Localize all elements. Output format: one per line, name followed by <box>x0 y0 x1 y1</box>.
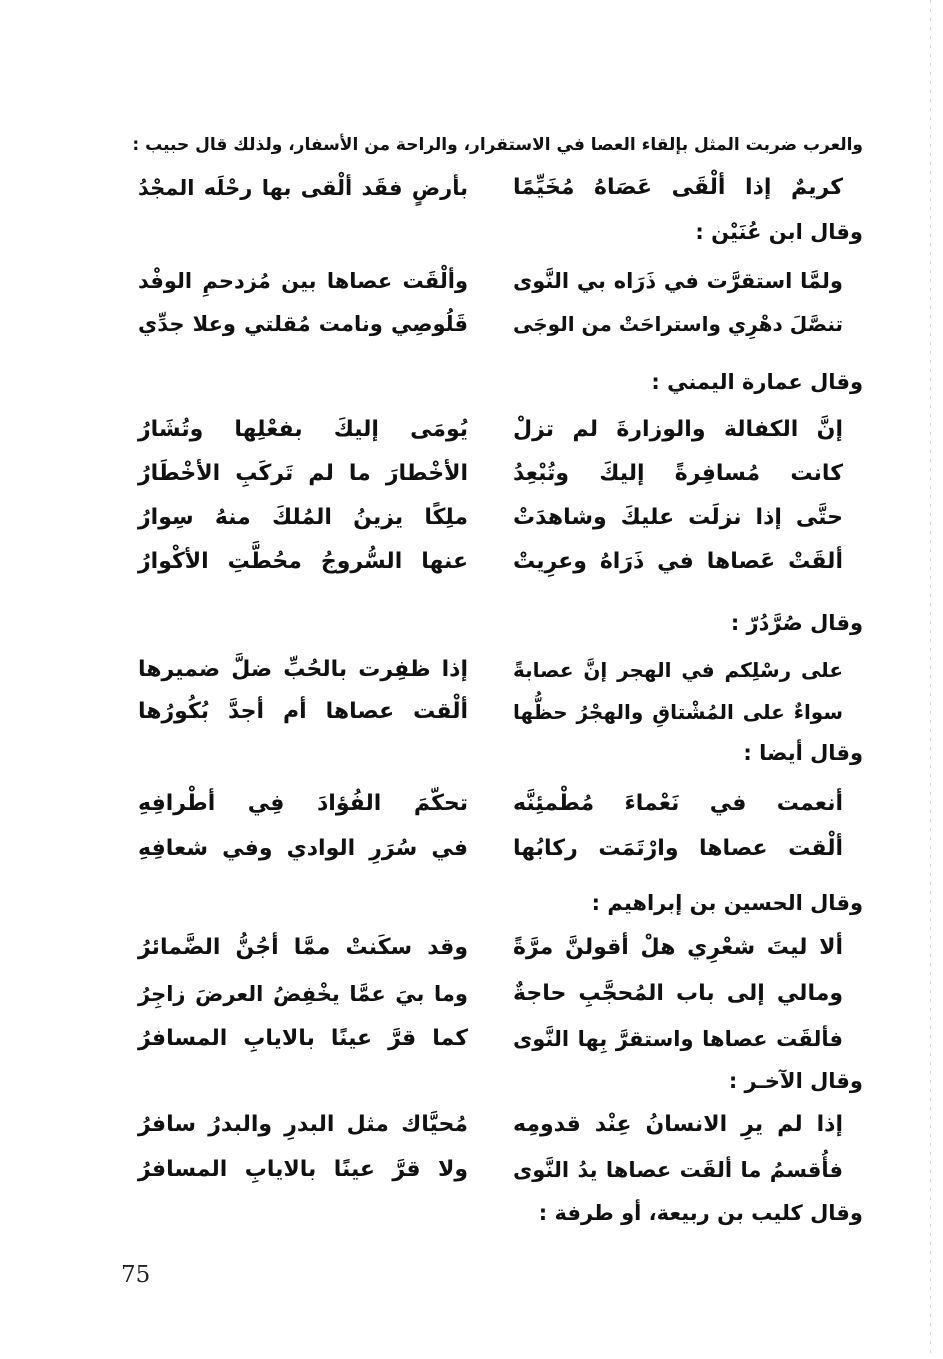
verse-second-hemistich: في سُرَرِ الوادي وفي شعافِهِ <box>138 836 468 861</box>
verse-umara-3 <box>100 498 863 538</box>
verse-first-hemistich: ألْقت عصاها وارْتَمَت ركابُها <box>513 836 843 861</box>
page-number: 75 <box>121 1262 151 1288</box>
verse-first-hemistich: إذا لم يرِ الانسانُ عِنْد قدومِه <box>513 1112 843 1137</box>
verse-first-hemistich: ألا ليتَ شعْرِي هلْ أقولنَّ مرَّةً <box>513 935 843 960</box>
verse-second-hemistich: ولا قرَّ عينًا بالايابِ المسافرُ <box>138 1157 468 1182</box>
verse-first-hemistich: كانت مُسافِرةً إليكَ وتُبْعِدُ <box>513 461 843 486</box>
poet-heading-also: وقال أيضا : <box>743 741 863 765</box>
poet-heading-kulayb: وقال كليب بن ربيعة، أو طرفة : <box>538 1201 863 1225</box>
verse-second-hemistich: قَلُوصِي ونامت مُقلتي وعلا جدِّي <box>138 312 468 336</box>
verse-first-hemistich: إنَّ الكفالة والوزارةَ لم تزلْ <box>513 417 843 442</box>
poet-heading-other: وقال الآخـر : <box>728 1069 863 1093</box>
verse-umara-1 <box>100 410 863 450</box>
poet-heading-husayn: وقال الحسين بن إبراهيم : <box>591 891 863 915</box>
verse-second-hemistich: يُومَى إليكَ بفعْلِها وتُشَارُ <box>138 417 468 442</box>
verse-first-hemistich: حتَّى إذا نزلَت عليكَ وشاهدَتْ <box>513 505 843 530</box>
verse-husayn-3 <box>100 1019 863 1059</box>
verse-other-2 <box>100 1150 863 1190</box>
page-edge-dots <box>930 0 931 1359</box>
verse-other-1 <box>100 1105 863 1145</box>
verse-ibn-unayn-1 <box>100 261 863 301</box>
poet-heading-umara: وقال عمارة اليمني : <box>651 370 863 394</box>
verse-first-hemistich: ألقَتْ عَصاها في ذَرَاهُ وعرِيتْ <box>513 549 843 574</box>
verse-second-hemistich: الأخْطارَ ما لم تَركَبِ الأخْطَارُ <box>138 461 468 486</box>
verse-also-1 <box>100 784 863 824</box>
verse-second-hemistich: مُحيَّاك مثل البدرِ والبدرُ سافرُ <box>138 1112 468 1137</box>
verse-second-hemistich: وما بيَ عمَّا يخْفِضُ العرضَ زاجِرُ <box>138 982 468 1006</box>
verse-umara-4 <box>100 542 863 582</box>
intro-paragraph: والعرب ضربت المثل بإلقاء العصا في الاستقرار، والراحة من الأسفار، ولذلك قال حبيب : <box>132 135 863 155</box>
verse-habib <box>100 168 863 208</box>
verse-husayn-2 <box>100 974 863 1014</box>
verse-second-hemistich: وألْقَت عصاها بين مُزدحمِ الوفْد <box>138 269 468 293</box>
verse-first-hemistich: تنصَّلَ دهْرِي واستراحَتْ من الوجَى <box>513 312 843 336</box>
verse-also-2 <box>100 829 863 869</box>
verse-second-hemistich: كما قرَّ عينًا بالايابِ المسافرُ <box>138 1026 468 1051</box>
verse-second-hemistich: ملِكًا يزينُ المُلكَ منهُ سِوارُ <box>138 505 468 530</box>
verse-first-hemistich: ومالي إلى باب المُحجَّبِ حاجةٌ <box>513 981 843 1006</box>
poet-heading-ibn-unayn: وقال ابن عُنَيْن : <box>695 220 863 244</box>
verse-first-hemistich: كريمٌ إذا ألْقَى عَصَاهُ مُخَيِّمًا <box>513 175 843 200</box>
verse-second-hemistich: بأرضٍ فقَد ألْقى بها رحْلَه المجْدُ <box>138 176 468 200</box>
verse-second-hemistich: إذا ظفِرت بالحُبِّ ضلَّ ضميرها <box>138 657 468 682</box>
verse-first-hemistich: على رسْلِكم في الهجر إنَّ عصابةً <box>513 658 843 682</box>
verse-husayn-1 <box>100 928 863 968</box>
verse-umara-2 <box>100 454 863 494</box>
verse-second-hemistich: عنها السُّروجُ محُطَّتِ الأكْوارُ <box>138 549 468 574</box>
verse-ibn-unayn-2 <box>100 304 863 344</box>
verse-second-hemistich: ألْقت عصاها أم أجدَّ بُكُورُها <box>138 699 468 724</box>
verse-second-hemistich: وقد سكَنتْ ممَّا أجُنُّ الضَّمائرُ <box>138 935 468 960</box>
verse-second-hemistich: تحكّمَ الفُؤادَ فِي أطْرافِهِ <box>138 791 468 816</box>
verse-first-hemistich: فألقَت عصاها واستقرَّ بِها النَّوى <box>513 1027 843 1051</box>
verse-first-hemistich: أنعمت في نَعْماءَ مُطْمئِنَّه <box>513 791 843 816</box>
verse-surradurr-2 <box>100 692 863 732</box>
verse-first-hemistich: سواءٌ على المُشْتاقِ والهجْرُ حظُّها <box>513 700 843 724</box>
poet-heading-surradurr: وقال صُرَّدُرّ : <box>730 611 863 635</box>
verse-first-hemistich: ولمَّا استقرَّت في ذَرَاه بي النَّوى <box>513 269 843 293</box>
verse-surradurr-1 <box>100 650 863 690</box>
verse-first-hemistich: فأُقسمُ ما ألقَت عصاها يدُ النَّوى <box>513 1158 843 1182</box>
